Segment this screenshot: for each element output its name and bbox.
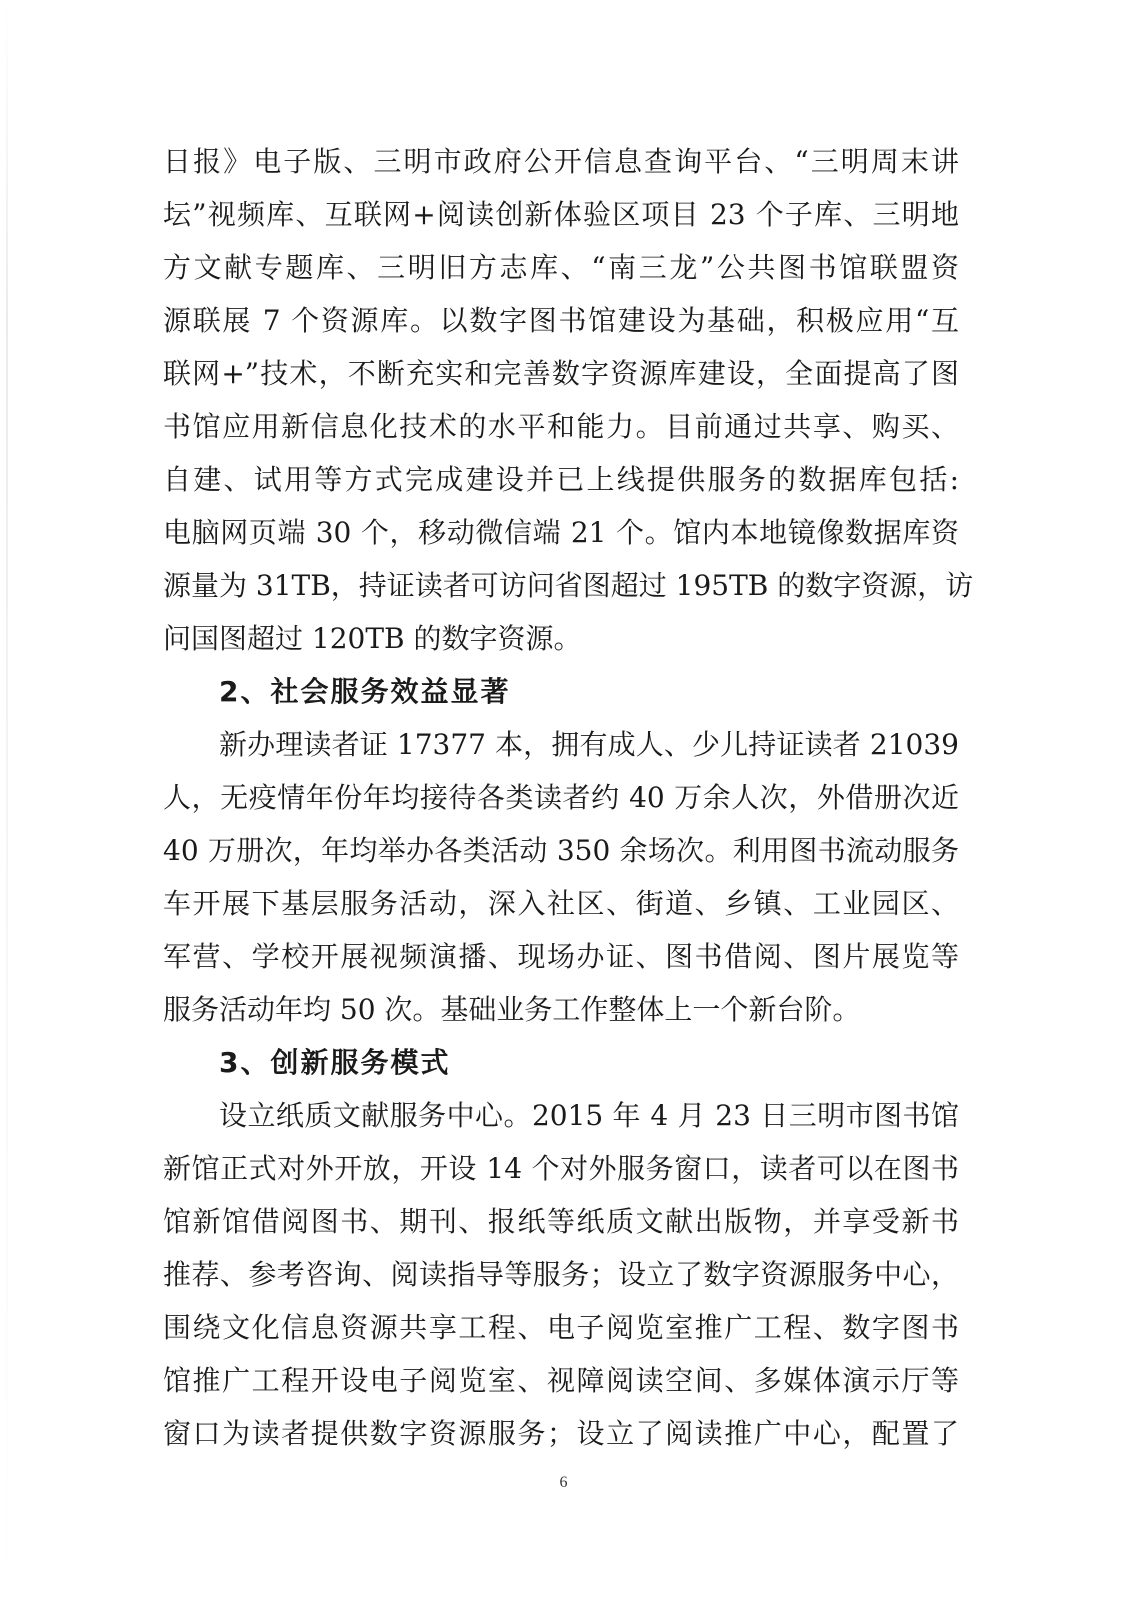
paragraph-line: 新办理读者证 17377 本，拥有成人、少儿持证读者 21039 <box>219 728 959 761</box>
paragraph-line: 馆新馆借阅图书、期刊、报纸等纸质文献出版物，并享受新书 <box>163 1205 959 1238</box>
paragraph-line: 新馆正式对外开放，开设 14 个对外服务窗口，读者可以在图书 <box>163 1152 959 1185</box>
section-heading: 3、创新服务模式 <box>219 1046 451 1079</box>
paragraph-line: 书馆应用新信息化技术的水平和能力。目前通过共享、购买、 <box>163 410 959 443</box>
paragraph-line: 问国图超过 120TB 的数字资源。 <box>163 622 582 655</box>
paragraph-line: 方文献专题库、三明旧方志库、“南三龙”公共图书馆联盟资 <box>163 251 959 284</box>
paragraph-line: 围绕文化信息资源共享工程、电子阅览室推广工程、数字图书 <box>163 1311 959 1344</box>
paragraph-line: 军营、学校开展视频演播、现场办证、图书借阅、图片展览等 <box>163 940 959 973</box>
page-number: 6 <box>559 1474 568 1491</box>
section-heading: 2、社会服务效益显著 <box>219 675 511 708</box>
paragraph-line: 自建、试用等方式完成建设并已上线提供服务的数据库包括: <box>163 463 959 496</box>
paragraph-line: 推荐、参考咨询、阅读指导等服务；设立了数字资源服务中心， <box>163 1258 959 1291</box>
paragraph-line: 40 万册次，年均举办各类活动 350 余场次。利用图书流动服务 <box>163 834 959 867</box>
paragraph-line: 人，无疫情年份年均接待各类读者约 40 万余人次，外借册次近 <box>163 781 959 814</box>
scan-edge-shadow <box>6 0 8 1600</box>
paragraph-line: 车开展下基层服务活动，深入社区、街道、乡镇、工业园区、 <box>163 887 959 920</box>
paragraph-line: 联网+”技术，不断充实和完善数字资源库建设，全面提高了图 <box>163 357 959 390</box>
paragraph-line: 电脑网页端 30 个，移动微信端 21 个。馆内本地镜像数据库资 <box>163 516 959 549</box>
paragraph-line: 源量为 31TB，持证读者可访问省图超过 195TB 的数字资源，访 <box>163 569 974 602</box>
paragraph-line: 设立纸质文献服务中心。2015 年 4 月 23 日三明市图书馆 <box>219 1099 959 1132</box>
paragraph-line: 窗口为读者提供数字资源服务；设立了阅读推广中心，配置了 <box>163 1417 959 1450</box>
paragraph-line: 服务活动年均 50 次。基础业务工作整体上一个新台阶。 <box>163 993 861 1026</box>
paragraph-line: 源联展 7 个资源库。以数字图书馆建设为基础，积极应用“互 <box>163 304 959 337</box>
paragraph-line: 日报》电子版、三明市政府公开信息查询平台、“三明周末讲 <box>163 145 959 178</box>
paragraph-line: 馆推广工程开设电子阅览室、视障阅读空间、多媒体演示厅等 <box>163 1364 959 1397</box>
paragraph-line: 坛”视频库、互联网+阅读创新体验区项目 23 个子库、三明地 <box>163 198 959 231</box>
